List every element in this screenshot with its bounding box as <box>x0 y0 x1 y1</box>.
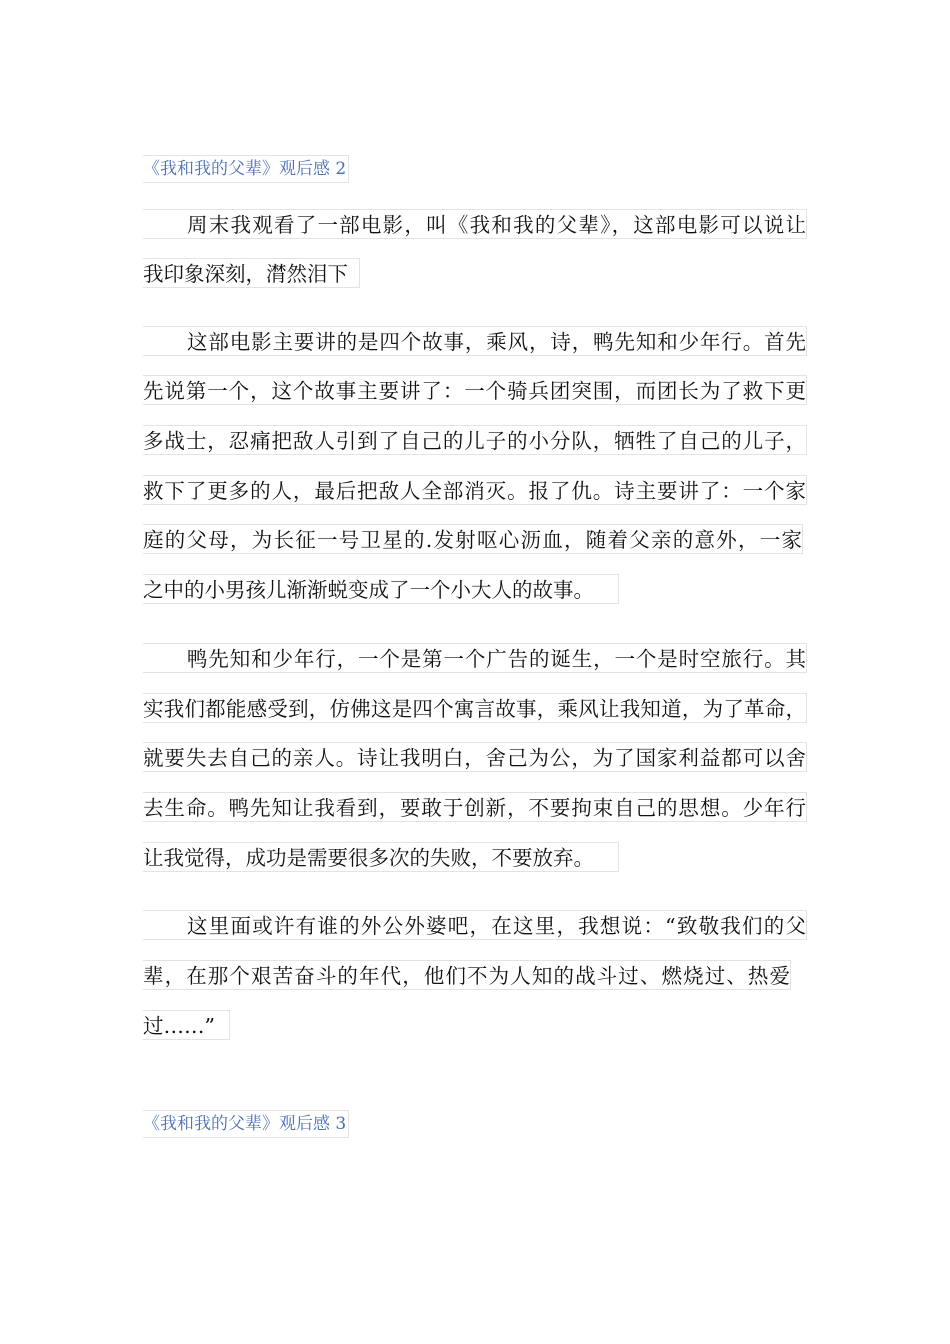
paragraph-2-line-1: 这部电影主要讲的是四个故事，乘风，诗，鸭先知和少年行。首先 <box>143 326 807 356</box>
paragraph-3-line-4: 去生命。鸭先知让我看到，要敢于创新，不要拘束自己的思想。少年行 <box>143 792 807 822</box>
paragraph-3-line-3: 就要失去自己的亲人。诗让我明白，舍己为公，为了国家利益都可以舍 <box>143 742 807 772</box>
section-heading-review-3: 《我和我的父辈》观后感 3 <box>143 1110 349 1138</box>
section-heading-review-2: 《我和我的父辈》观后感 2 <box>143 155 349 183</box>
paragraph-1-line-1: 周末我观看了一部电影，叫《我和我的父辈》，这部电影可以说让 <box>143 209 807 239</box>
paragraph-2-line-5: 庭的父母，为长征一号卫星的.发射呕心沥血，随着父亲的意外，一家 <box>143 524 803 554</box>
paragraph-3-line-1: 鸭先知和少年行，一个是第一个广告的诞生，一个是时空旅行。其 <box>143 643 807 673</box>
paragraph-4-line-2: 辈，在那个艰苦奋斗的年代，他们不为人知的战斗过、燃烧过、热爱 <box>143 960 791 990</box>
paragraph-4-line-1: 这里面或许有谁的外公外婆吧，在这里，我想说：“致敬我们的父 <box>143 910 807 940</box>
paragraph-3-line-5: 让我觉得，成功是需要很多次的失败，不要放弃。 <box>143 842 619 872</box>
paragraph-3-line-2: 实我们都能感受到，仿佛这是四个寓言故事，乘风让我知道，为了革命， <box>143 693 807 723</box>
paragraph-4-line-3: 过……” <box>143 1010 230 1040</box>
paragraph-2-line-6: 之中的小男孩儿渐渐蜕变成了一个小大人的故事。 <box>143 574 619 604</box>
paragraph-1-line-2: 我印象深刻，潸然泪下 <box>143 258 360 288</box>
paragraph-2-line-3: 多战士，忍痛把敌人引到了自己的儿子的小分队，牺牲了自己的儿子， <box>143 425 807 455</box>
paragraph-2-line-4: 救下了更多的人，最后把敌人全部消灭。报了仇。诗主要讲了：一个家 <box>143 475 807 505</box>
paragraph-2-line-2: 先说第一个，这个故事主要讲了：一个骑兵团突围，而团长为了救下更 <box>143 375 807 405</box>
